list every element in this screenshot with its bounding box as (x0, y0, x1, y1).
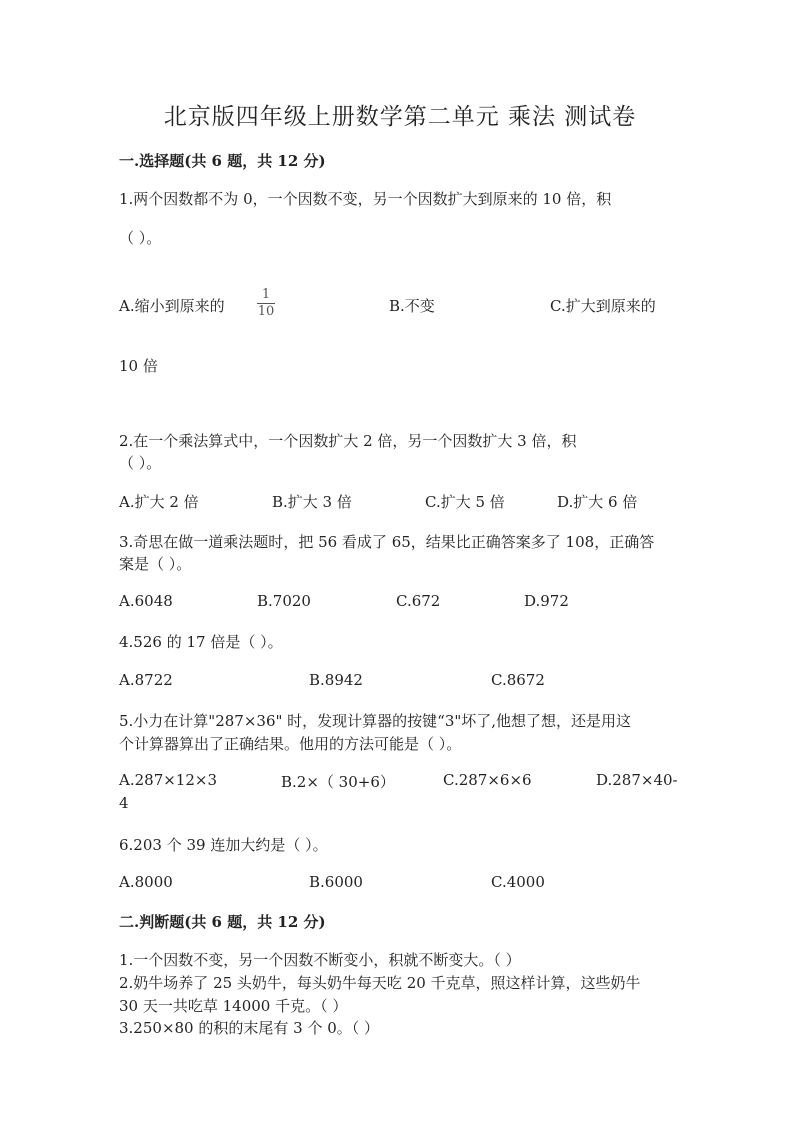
question-1-option-c-cont: 10 倍 (119, 357, 158, 375)
judgement-1-text: 1.一个因数不变，另一个因数不断变小，积就不断变大。（ ） (119, 951, 521, 969)
judgement-2-text: 2.奶牛场养了 25 头奶牛，每头奶牛每天吃 20 千克草，照这样计算，这些奶牛 (119, 974, 641, 992)
question-5-option-d: D.287×40- (596, 771, 678, 789)
question-6-text: 6.203 个 39 连加大约是（ ）。 (119, 836, 328, 854)
question-6-option-b: B.6000 (309, 873, 363, 891)
question-2-text: 2.在一个乘法算式中，一个因数扩大 2 倍，另一个因数扩大 3 倍，积 (119, 432, 577, 450)
question-4-option-c: C.8672 (491, 671, 545, 689)
question-4-text: 4.526 的 17 倍是（ ）。 (119, 633, 283, 651)
question-3-option-d: D.972 (524, 592, 569, 610)
question-1-option-a: A.缩小到原来的 (119, 297, 225, 315)
question-6-option-a: A.8000 (119, 873, 173, 891)
section-heading-judgement: 二.判断题(共 6 题，共 12 分) (119, 913, 326, 931)
section-heading-choice: 一.选择题(共 6 题，共 12 分) (119, 152, 326, 170)
question-5-text: 5.小力在计算"287×36" 时，发现计算器的按键“3"坏了,他想了想，还是用这 (119, 712, 632, 730)
question-2-blank: （ ）。 (119, 454, 162, 472)
question-3-option-c: C.672 (396, 592, 441, 610)
question-2-option-d: D.扩大 6 倍 (557, 493, 638, 511)
question-6-option-c: C.4000 (491, 873, 545, 891)
question-2-option-a: A.扩大 2 倍 (119, 493, 199, 511)
question-3-blank: 案是（ ）。 (119, 555, 192, 573)
fraction-denominator: 10 (257, 304, 275, 319)
question-5-option-a: A.287×12×3 (119, 771, 217, 789)
question-3-text: 3.奇思在做一道乘法题时，把 56 看成了 65，结果比正确答案多了 108，正确答 (119, 533, 655, 551)
question-1-blank: （ ）。 (119, 229, 162, 247)
question-5-option-d-cont: 4 (119, 794, 129, 812)
fraction-numerator: 1 (261, 287, 271, 302)
question-5-text-cont: 个计算器算出了正确结果。他用的方法可能是（ ）。 (119, 735, 462, 753)
fraction-one-tenth (257, 288, 275, 319)
question-1-text: 1.两个因数都不为 0，一个因数不变，另一个因数扩大到原来的 10 倍，积 (119, 190, 612, 208)
judgement-3-text: 3.250×80 的积的末尾有 3 个 0。（ ） (119, 1019, 380, 1037)
question-2-option-c: C.扩大 5 倍 (425, 493, 505, 511)
question-3-option-b: B.7020 (257, 592, 311, 610)
question-1-option-c: C.扩大到原来的 (550, 297, 656, 315)
question-5-option-b: B.2×（ 30+6） (281, 773, 395, 791)
question-3-option-a: A.6048 (119, 592, 173, 610)
page-title: 北京版四年级上册数学第二单元 乘法 测试卷 (163, 104, 637, 130)
question-4-option-b: B.8942 (309, 671, 363, 689)
judgement-2-text-cont: 30 天一共吃草 14000 千克。（ ） (119, 997, 348, 1015)
question-2-option-b: B.扩大 3 倍 (272, 493, 352, 511)
question-5-option-c: C.287×6×6 (443, 771, 532, 789)
question-1-option-b: B.不变 (389, 297, 435, 315)
question-4-option-a: A.8722 (119, 671, 173, 689)
